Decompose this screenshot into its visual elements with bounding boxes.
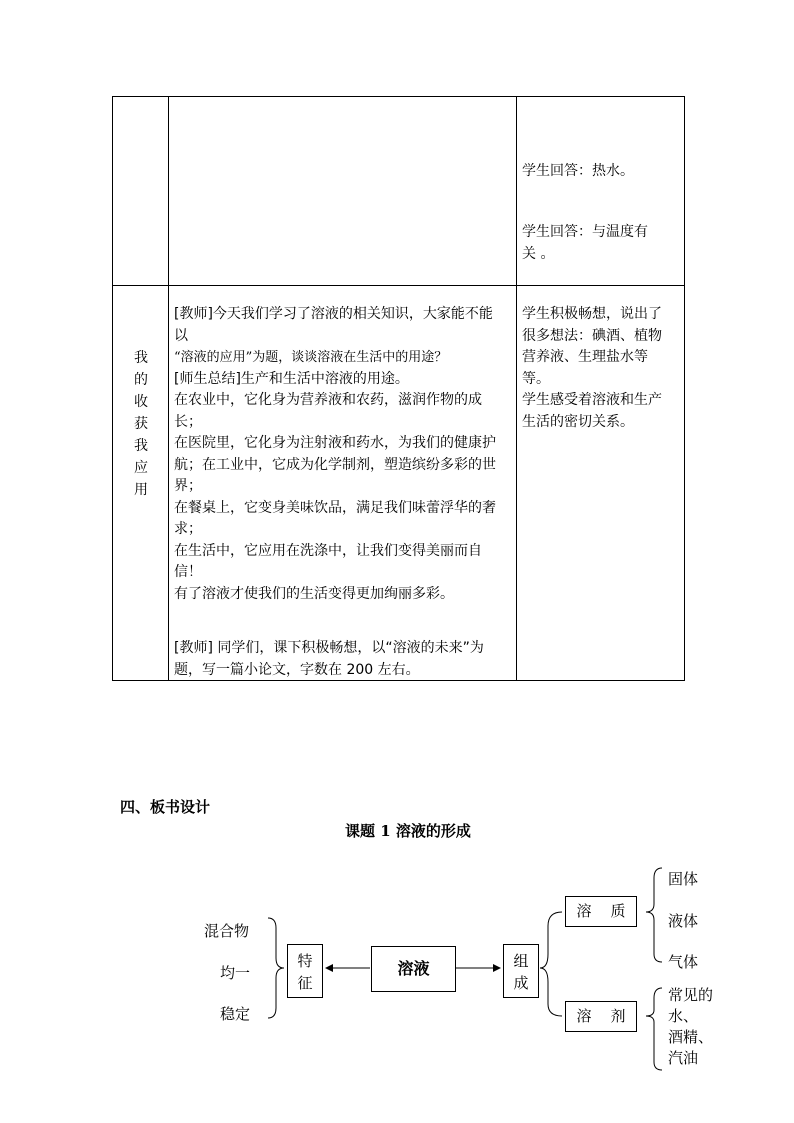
text-line: 在餐桌上，它变身美味饮品，满足我们味蕾浮华的奢: [174, 499, 496, 516]
solvent-type-line: 水、: [668, 1007, 699, 1025]
solute-box: 溶 质: [565, 896, 637, 927]
features-box: [287, 944, 323, 998]
text-line: 在生活中，它应用在洗涤中，让我们变得美丽而自: [174, 542, 482, 559]
row-label-char: 我: [134, 350, 148, 366]
features-char: 特: [297, 952, 313, 970]
text-line: 以: [174, 327, 188, 344]
text-line: 营养液、生理盐水等: [522, 349, 648, 365]
solute-type-liquid: 液体: [668, 912, 699, 930]
section-heading: 四、板书设计: [120, 798, 211, 816]
row-label-char: 的: [134, 372, 148, 388]
property-homogeneous: 均一: [220, 964, 251, 982]
row-label-char: 用: [134, 482, 148, 498]
text-line: 在医院里，它化身为注射液和药水，为我们的健康护: [174, 435, 496, 451]
text-line: [教师] 同学们，课下积极畅想，以“溶液的未来”为: [174, 640, 484, 656]
property-stable: 稳定: [220, 1005, 251, 1023]
solvent-type-line: 酒精、: [668, 1028, 714, 1046]
text-line: [教师]今天我们学习了溶液的相关知识，大家能不能: [174, 306, 493, 322]
row-label-char: 收: [134, 394, 148, 410]
text-line: 求；: [174, 521, 202, 537]
left-brace: [268, 918, 284, 1018]
composition-box: [503, 944, 539, 998]
row-label-char: 获: [134, 416, 148, 432]
text-line: 学生感受着溶液和生产: [522, 392, 662, 408]
solute-type-solid: 固体: [668, 870, 699, 888]
text-line: “溶液的应用”为题，谈谈溶液在生活中的用途？: [174, 350, 448, 365]
text-line: 航；在工业中，它成为化学制剂，塑造缤纷多彩的世: [174, 456, 496, 473]
text-line: 信！: [174, 564, 202, 580]
board-design-title: 课题 1 溶液的形成: [345, 822, 471, 840]
text-line: 等。: [522, 370, 550, 387]
solute-type-gas: 气体: [668, 953, 699, 971]
text-line: 界；: [174, 478, 202, 494]
composition-char: 成: [513, 974, 529, 992]
solvent-type-line: 常见的: [668, 986, 714, 1004]
row-label-char: 应: [134, 460, 148, 476]
solvent-types: [668, 985, 713, 1069]
composition-brace: [540, 912, 562, 1016]
composition-char: 组: [513, 952, 529, 970]
text-line: 长；: [174, 413, 202, 430]
answer-hot-water: 学生回答：热水。: [522, 163, 634, 179]
solvent-type-line: 汽油: [668, 1049, 699, 1067]
solvent-brace: [646, 988, 662, 1070]
row-label-char: 我: [134, 438, 148, 454]
text-line: 有了溶液才使我们的生活变得更加绚丽多彩。: [174, 585, 454, 602]
solvent-box: 溶 剂: [565, 1001, 637, 1032]
text-line: 生活的密切关系。: [522, 413, 634, 430]
text-line: 题，写一篇小论文，字数在 200 左右。: [174, 661, 420, 678]
property-mixture: 混合物: [204, 922, 250, 940]
answer-temperature-line2: 关 。: [522, 246, 555, 262]
solute-brace: [646, 868, 662, 962]
text-line: [师生总结]生产和生活中溶液的用途。: [174, 370, 409, 387]
text-line: 很多想法：碘酒、植物: [522, 327, 662, 344]
solution-box: 溶液: [371, 946, 456, 992]
features-char: 征: [297, 974, 313, 992]
answer-temperature-line1: 学生回答：与温度有: [522, 224, 648, 240]
text-line: 在农业中，它化身为营养液和农药，滋润作物的成: [174, 392, 482, 408]
text-line: 学生积极畅想，说出了: [522, 306, 662, 322]
